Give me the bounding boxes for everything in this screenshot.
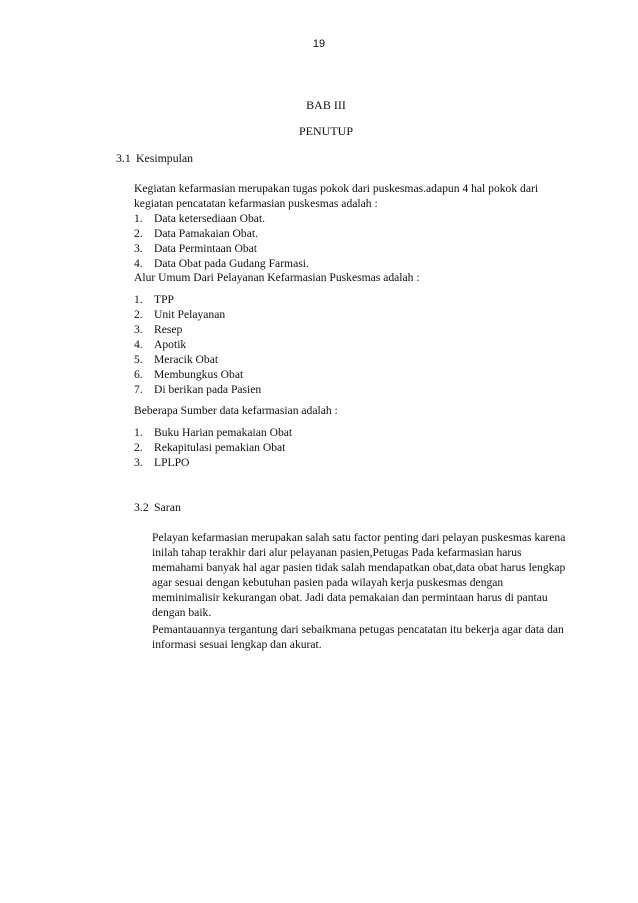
list-item <box>134 292 574 307</box>
section-title: Kesimpulan <box>136 151 194 165</box>
list-item-number: 2. <box>134 308 143 321</box>
list-item-text: Data Permintaan Obat <box>154 242 258 255</box>
section-heading-saran <box>134 500 181 515</box>
list-item <box>134 322 574 337</box>
list-item-number: 3. <box>134 456 143 469</box>
list-data-pokok <box>134 211 574 271</box>
section-heading-kesimpulan <box>116 151 193 166</box>
list-item-text: LPLPO <box>154 456 190 469</box>
list-item-number: 4. <box>134 338 143 351</box>
list-item <box>134 226 574 241</box>
intro-paragraph: Kegiatan kefarmasian merupakan tugas pokok dari puskesmas.adapun 4 hal pokok dari kegiatan pencatatan kefarmasian puskesmas adalah : <box>134 182 539 210</box>
section-number: 3.2 <box>134 500 149 514</box>
list-item-text: Resep <box>154 323 183 336</box>
list-item-text: Data Obat pada Gudang Farmasi. <box>154 257 309 270</box>
sumber-paragraph: Beberapa Sumber data kefarmasian adalah : <box>134 404 338 417</box>
list-item-number: 1. <box>134 293 143 306</box>
list-sumber-data <box>134 425 574 470</box>
list-item-text: Data Pamakaian Obat. <box>154 227 258 240</box>
section-title: Saran <box>154 500 181 514</box>
chapter-label: BAB III <box>306 98 346 112</box>
list-item-number: 4. <box>134 257 143 270</box>
alur-paragraph: Alur Umum Dari Pelayanan Kefarmasian Puskesmas adalah : <box>134 271 420 284</box>
list-item-text: TPP <box>154 293 174 306</box>
saran-paragraph-2 <box>152 622 572 652</box>
list-item-number: 6. <box>134 368 143 381</box>
section-number: 3.1 <box>116 151 131 165</box>
list-item-number: 1. <box>134 426 143 439</box>
list-item-number: 3. <box>134 242 143 255</box>
list-item-text: Di berikan pada Pasien <box>154 383 262 396</box>
sumber-intro <box>134 403 574 418</box>
list-item <box>134 241 574 256</box>
list-item <box>134 337 574 352</box>
list-item <box>134 352 574 367</box>
list-item-number: 2. <box>134 441 143 454</box>
list-alur-pelayanan <box>134 292 574 397</box>
page-number: 19 <box>312 38 326 50</box>
list-item <box>134 425 574 440</box>
list-item <box>134 256 574 271</box>
list-item-text: Unit Pelayanan <box>154 308 226 321</box>
alur-intro <box>134 270 574 285</box>
list-item-number: 5. <box>134 353 143 366</box>
kesimpulan-intro <box>134 181 574 211</box>
list-item <box>134 211 574 226</box>
saran-text-2: Pemantauannya tergantung dari sebaikmana petugas pencatatan itu bekerja agar data dan informasi sesuai lengkap dan akurat. <box>152 623 564 651</box>
list-item <box>134 440 574 455</box>
list-item-number: 1. <box>134 212 143 225</box>
list-item-text: Membungkus Obat <box>154 368 244 381</box>
list-item <box>134 455 574 470</box>
list-item-text: Apotik <box>154 338 187 351</box>
list-item-text: Data ketersediaan Obat. <box>154 212 266 225</box>
list-item <box>134 307 574 322</box>
list-item <box>134 367 574 382</box>
list-item-number: 2. <box>134 227 143 240</box>
saran-text-1: Pelayan kefarmasian merupakan salah satu factor penting dari pelayan puskesmas karena inilah tahap terakhir dari alur pelayanan pasien,Petugas Pada kefarmasian harus memahami banyak hal agar pasien tidak salah mendapatkan obat,data obat harus lengkap agar sesuai dengan kebutuhan pasien pada wilayah kerja puskesmas dengan meminimalisir kekurangan obat. Jadi data pemakaian dan permintaan harus di pantau dengan baik. <box>152 531 566 619</box>
list-item-text: Buku Harian pemakaian Obat <box>154 426 293 439</box>
list-item-text: Rekapitulasi pemakian Obat <box>154 441 286 454</box>
saran-paragraph-1 <box>152 530 572 620</box>
list-item-text: Meracik Obat <box>154 353 219 366</box>
list-item-number: 3. <box>134 323 143 336</box>
list-item <box>134 382 574 397</box>
chapter-title: PENUTUP <box>298 124 353 138</box>
list-item-number: 7. <box>134 383 143 396</box>
